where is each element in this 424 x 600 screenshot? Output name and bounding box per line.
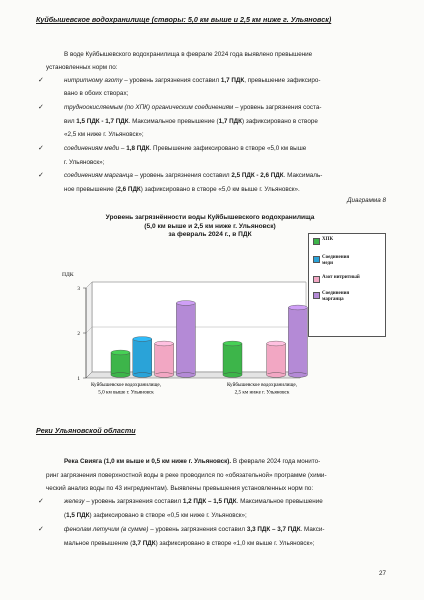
sviyaga-para-line-1: Река Свияга (1,0 км выше и 0,5 км ниже г. Ульяновск). В феврале 2024 года монито-: [64, 458, 321, 465]
bar-base-cover: [289, 374, 307, 375]
legend-label: [322, 291, 349, 303]
bar-body: [288, 308, 307, 376]
bar-body: [223, 344, 242, 376]
bullet-cod-line-2: вил 1,5 ПДК - 1,7 ПДК. Максимальное превышение (1,7 ПДК) зафиксировано в створе: [64, 118, 318, 125]
check-icon: ✓: [38, 145, 44, 152]
check-icon: ✓: [38, 172, 44, 179]
legend-label-line: марганца: [322, 297, 344, 302]
y-tick-label: 3: [77, 286, 80, 292]
x-category-label: 5,0 км выше г. Ульяновск: [98, 389, 154, 396]
bullet-manganese-line-1: соединениям марганца – уровень загрязнения составил 2,5 ПДК - 2,6 ПДК. Максималь-: [64, 172, 323, 179]
bullet-copper-line-1: соединениям меди – 1,8 ПДК. Превышение зафиксировано в створе «5,0 км выше: [64, 145, 307, 152]
chart-title-line-3: за февраль 2024 г., в ПДК: [168, 231, 252, 239]
legend-label: [322, 275, 360, 281]
bar-top: [288, 305, 307, 310]
legend-label-line: ХПК: [322, 237, 334, 242]
bar: [155, 341, 174, 377]
bullet-copper-line-2: г. Ульяновск»;: [64, 159, 105, 166]
check-icon: ✓: [38, 498, 44, 505]
bar-body: [155, 344, 174, 376]
chart-x-labels: [91, 381, 297, 396]
legend-item: [313, 275, 360, 283]
sviyaga-para-line-3: ческий анализ воды по 43 ингредиентам). Выявлены превышения установленных норм по:: [46, 485, 314, 492]
sviyaga-para-line-2: ринг загрязнения поверхностной воды в реке проводился по «обязательной» программе (хими-: [46, 472, 327, 479]
intro-line-2: установленных норм по:: [46, 64, 118, 71]
legend-label-line: Азот нитритный: [322, 275, 360, 280]
bullet-manganese-line-2: ное превышение (2,6 ПДК) зафиксировано в створе «5,0 км выше г. Ульяновск».: [64, 186, 300, 193]
bar-top: [223, 341, 242, 346]
legend-label-line: Соединения: [322, 291, 350, 296]
bar: [176, 301, 195, 378]
check-icon: ✓: [38, 77, 44, 84]
bar: [267, 341, 286, 377]
intro-line-1: В воде Куйбышевского водохранилища в феврале 2024 года выявлено превышение: [64, 51, 313, 58]
legend-label-line: меди: [322, 261, 333, 266]
bar-top: [111, 350, 130, 355]
chart-title-line-2: (5,0 км выше и 2,5 км ниже г. Ульяновск): [144, 222, 276, 230]
page-number: 27: [378, 570, 386, 577]
legend-swatch: [313, 292, 320, 299]
x-category-label: Куйбышевское водохранилище,: [226, 382, 298, 388]
section-title-rivers: Реки Ульяновской области: [36, 426, 136, 435]
legend-label: [322, 255, 349, 267]
bullet-iron-line-2: (1,5 ПДК) зафиксировано в створе «0,5 км ниже г. Ульяновск»;: [64, 512, 247, 519]
check-icon: ✓: [38, 104, 44, 111]
bar-top: [155, 341, 174, 346]
legend-label-line: Соединения: [322, 255, 350, 260]
bullet-phenol-line-2: мальное превышение (3,7 ПДК) зафиксировано в створе «1,0 км выше г. Ульяновск»;: [64, 540, 315, 547]
legend-swatch: [313, 276, 320, 283]
bullet-phenol-line-1: фенолам летучим (в сумме) – уровень загрязнения составил 3,3 ПДК – 3,7 ПДК. Макси-: [64, 526, 325, 533]
section-title-kuibyshev: Куйбышевское водохранилище (створы: 5,0 км выше и 2,5 км ниже г. Ульяновск): [36, 15, 332, 24]
bar-body: [133, 339, 152, 375]
bar-base-cover: [223, 374, 241, 375]
x-category-label: Куйбышевское водохранилище,: [90, 382, 162, 388]
chart-title-line-1: Уровень загрязнённости воды Куйбышевского водохранилища: [105, 214, 315, 221]
bar-top: [267, 341, 286, 346]
bullet-cod-line-3: «2,5 км ниже г. Ульяновск»;: [64, 131, 144, 138]
bar-base-cover: [267, 374, 285, 375]
y-axis-label: ПДК: [62, 272, 74, 278]
bar-base-cover: [155, 374, 173, 375]
y-tick-label: 1: [77, 376, 80, 382]
check-icon: ✓: [38, 526, 44, 533]
bar-body: [176, 303, 195, 375]
legend-swatch: [313, 256, 320, 263]
bullet-iron-line-1: железу – уровень загрязнения составил 1,2 ПДК – 1,5 ПДК. Максимальное превышение: [64, 498, 323, 505]
legend-label: [322, 237, 333, 243]
bar: [133, 337, 152, 378]
bar-base-cover: [177, 374, 195, 375]
chart-legend: [308, 233, 386, 337]
x-category-label: 2,5 км ниже г. Ульяновск: [234, 389, 290, 396]
bullet-nitrite-line-1: нитритному азоту – уровень загрязнения составил 1,7 ПДК, превышение зафиксиро-: [64, 77, 321, 84]
legend-swatch: [313, 238, 320, 245]
legend-item: [313, 291, 349, 303]
bullet-cod-line-1: трудноокисляемым (по ХПК) органическим соединениям – уровень загрязнения соста-: [64, 104, 322, 111]
bullet-nitrite-line-2: вано в обоих створах;: [64, 90, 129, 97]
bar-top: [133, 337, 152, 342]
legend-item: [313, 237, 333, 245]
diagram-label: Диаграмма 8: [347, 197, 386, 204]
bar-body: [267, 344, 286, 376]
bar: [223, 341, 242, 377]
bar-top: [176, 301, 195, 306]
bar: [111, 350, 130, 377]
bar: [288, 305, 307, 377]
bar-body: [111, 353, 130, 376]
bar-base-cover: [111, 374, 129, 375]
bar-base-cover: [133, 374, 151, 375]
legend-item: [313, 255, 349, 267]
y-tick-label: 2: [77, 331, 80, 337]
